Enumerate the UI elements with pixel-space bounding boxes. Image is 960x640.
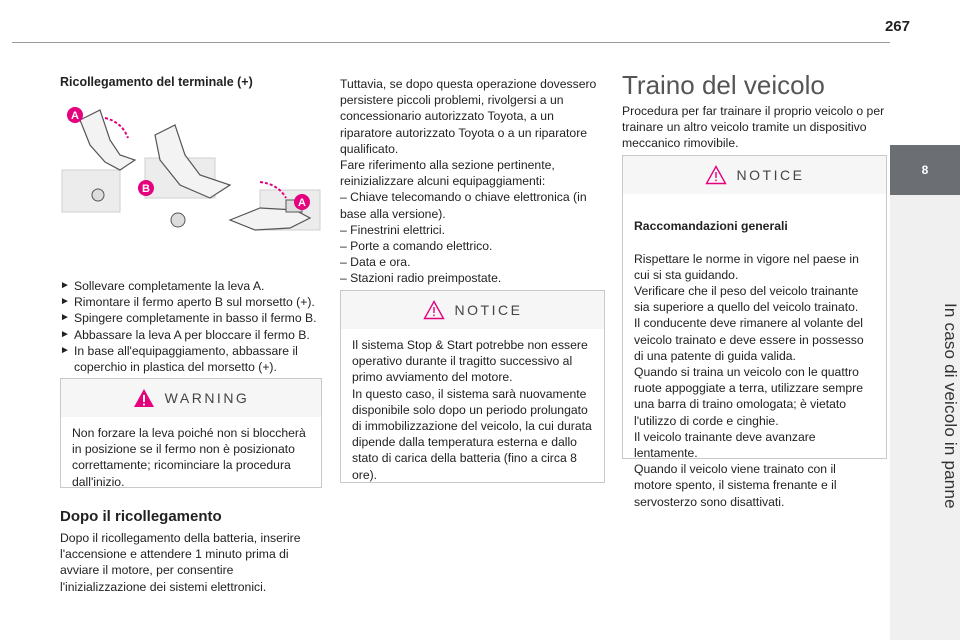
step-3: ► Spingere completamente in basso il fermo B. — [60, 310, 322, 326]
after-reconnect-text: Dopo il ricollegamento della batteria, inserire l'accensione e attendere 1 minuto prima di avviare il motore, per consentire l'inizializzazione dei sistemi elettronici. — [60, 531, 301, 594]
warning-triangle-icon — [133, 388, 155, 408]
reconnect-steps — [60, 278, 322, 375]
notice-label-towing: NOTICE — [736, 167, 805, 183]
notice-text: Il sistema Stop & Start potrebbe non essere operativo durante il tragitto successivo al primo avviamento del motore. In questo caso, il sistema sarà nuovamente disponibile solo dopo un periodo prolungato di immobilizzazione del veicolo, la cui durata dipende dalla temperatura esterna e dallo stato di carica della batteria (fino a circa 8 ore). — [352, 338, 592, 482]
warning-text: Non forzare la leva poiché non si bloccherà in posizione se il fermo non è posizionato correttamente; ricominciare la procedura dall'inizio. — [72, 426, 306, 489]
notice-text-towing: Rispettare le norme in vigore nel paese in cui si sta guidando. Verificare che il peso del veicolo trainante sia superiore a quello del veicolo trainato. Il conducente deve rimanere al volante del veicolo trainato e deve essere in possesso di una patente di guida valida. Quando si traina un veicolo con le quattro ruote appoggiate a terra, utilizzare sempre una barra di traino omologata; è vietato l'utilizzo di corde e cinghie. Il veicolo trainante deve avanzare lentamente. Quando il veicolo viene trainato con il motore spento, il sistema frenante e il servosterzo sono disattivati. — [634, 251, 864, 509]
top-divider — [12, 42, 890, 43]
notice-label: NOTICE — [454, 302, 523, 318]
notice-header — [341, 291, 604, 329]
step-5: ► In base all'equipaggiamento, abbassare il coperchio in plastica del morsetto (+). — [60, 343, 322, 375]
notice-box-towing — [622, 155, 887, 509]
warning-label: WARNING — [164, 390, 250, 406]
reinit-equipment-text: Tuttavia, se dopo questa operazione dovessero persistere piccoli problemi, rivolgersi a un concessionario autorizzato Toyota, a un riparatore autorizzato Toyota o a un riparatore qualificato. Fare riferimento alla sezione pertinente, reinizializzare alcuni equipaggiamenti: – Chiave telecomando o chiave elettronica (in base alla versione). – Finestrini elettrici. – Porte a comando elettrico. – Data e ora. – Stazioni radio preimpostate. — [340, 77, 597, 286]
section-heading-towing: Traino del veicolo — [622, 70, 825, 100]
notice-triangle-icon — [423, 300, 445, 320]
terminal-clamp-illustration — [60, 100, 322, 240]
notice-title-towing: Raccomandazioni generali — [634, 219, 788, 234]
label-a-top: A — [71, 110, 79, 122]
label-a-right: A — [298, 197, 306, 209]
warning-header — [61, 379, 321, 417]
section-heading-reconnect: Ricollegamento del terminale (+) — [60, 75, 253, 89]
chapter-tab-number[interactable]: 8 — [890, 145, 960, 195]
notice-triangle-icon — [705, 165, 727, 185]
section-heading-after-reconnect: Dopo il ricollegamento — [60, 508, 222, 525]
page-number: 267 — [884, 18, 910, 35]
warning-box — [60, 378, 322, 488]
notice-box-stop-start — [340, 290, 605, 483]
step-2: ► Rimontare il fermo aperto B sul morsetto (+). — [60, 294, 322, 310]
notice-body-towing — [623, 194, 886, 534]
label-b: B — [142, 183, 150, 195]
towing-intro-text: Procedura per far trainare il proprio veicolo o per trainare un altro veicolo tramite un dispositivo meccanico rimovibile. — [622, 104, 885, 151]
step-1: ► Sollevare completamente la leva A. — [60, 278, 322, 294]
notice-header-towing — [623, 156, 886, 194]
chapter-title: In caso di veicolo in panne — [941, 303, 960, 509]
step-4: ► Abbassare la leva A per bloccare il fermo B. — [60, 327, 322, 343]
